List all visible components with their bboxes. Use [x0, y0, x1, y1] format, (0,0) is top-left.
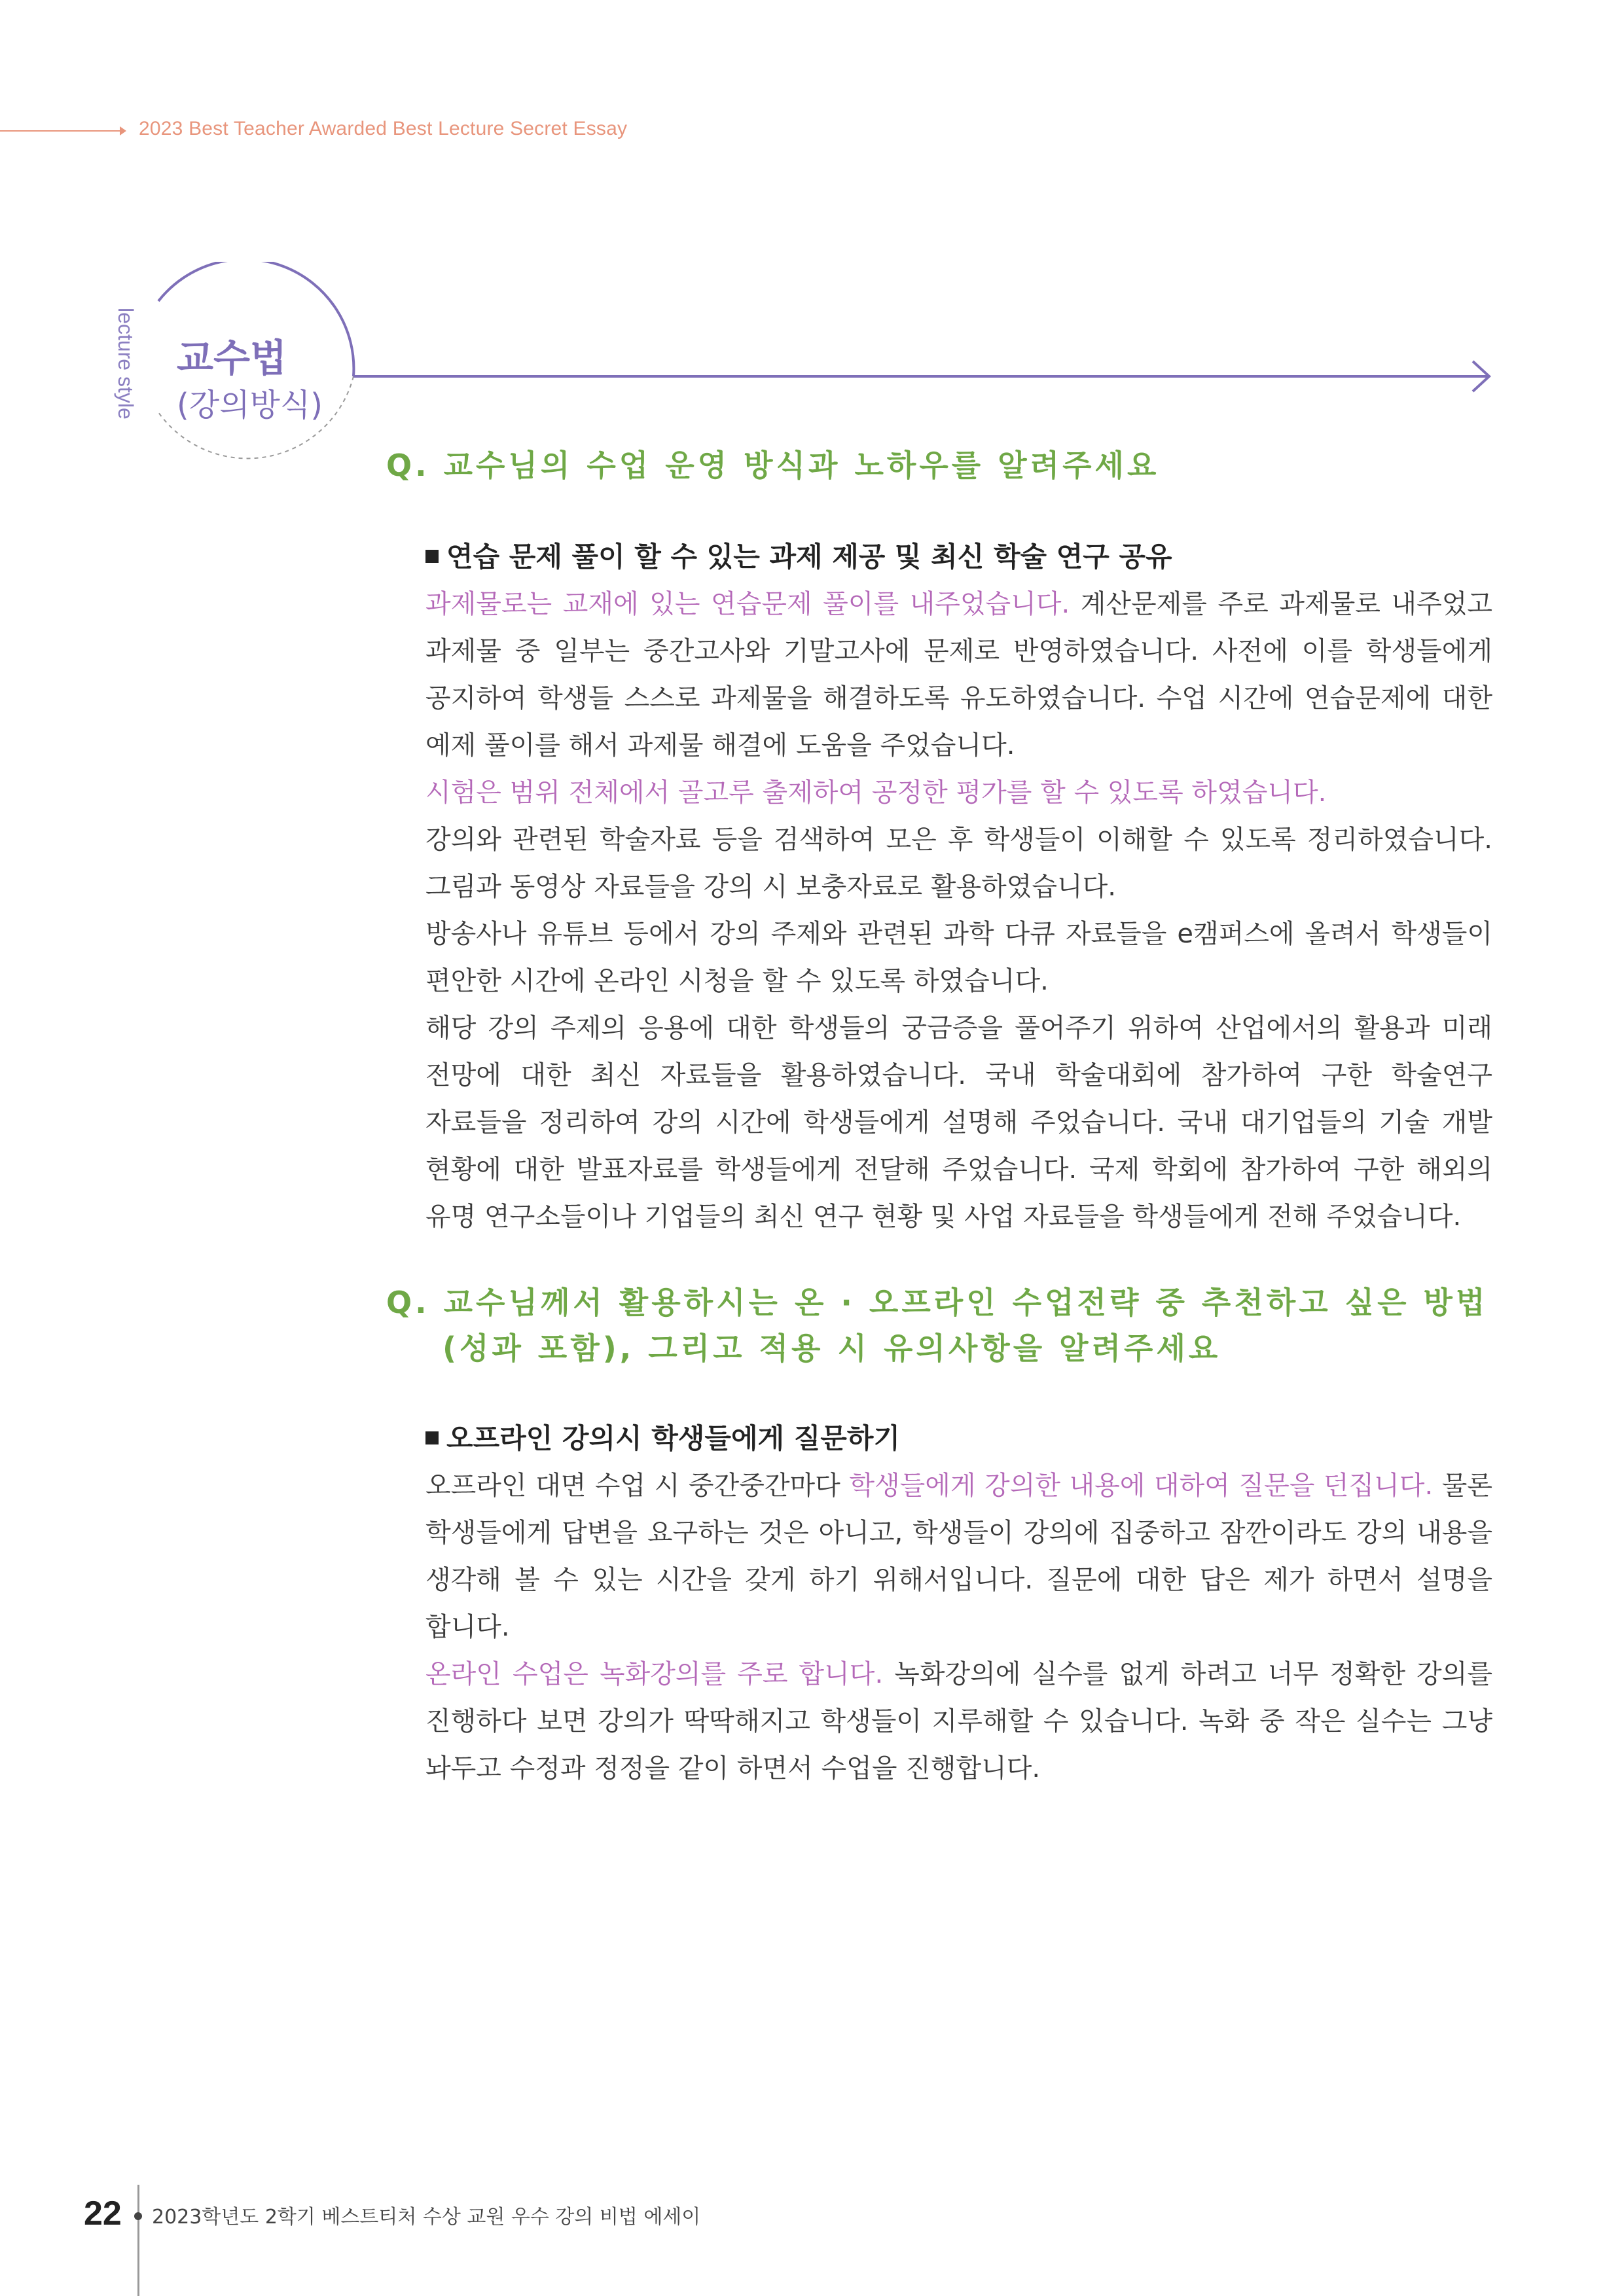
footer-bullet-icon	[134, 2212, 142, 2220]
header-rule	[0, 130, 122, 132]
header-arrow-icon	[120, 126, 126, 135]
footer-title: 2023학년도 2학기 베스트티처 수상 교원 우수 강의 비법 에세이	[152, 2206, 701, 2229]
answer-2-subhead: 오프라인 강의시 학생들에게 질문하기	[425, 1415, 1492, 1462]
section-title: 교수법	[177, 336, 287, 380]
question-2-line-2: (성과 포함), 그리고 적용 시 유의사항을 알려주세요	[442, 1331, 1221, 1366]
answer-1-block	[425, 533, 1492, 1240]
square-bullet-icon	[425, 1431, 439, 1444]
square-bullet-icon	[425, 550, 439, 563]
page-number: 22	[84, 2195, 122, 2233]
answer-1-paragraph-3: 강의와 관련된 학술자료 등을 검색하여 모은 후 학생들이 이해할 수 있도록 정리하였습니다. 그림과 동영상 자료들을 강의 시 보충자료로 활용하였습니다.	[425, 825, 1492, 902]
answer-1-paragraph-2: 시험은 범위 전체에서 골고루 출제하여 공정한 평가를 할 수 있도록 하였습니다.	[425, 778, 1327, 808]
answer-2-block	[425, 1415, 1492, 1792]
question-2-line-1: Q. 교수님께서 활용하시는 온 · 오프라인 수업전략 중 추천하고 싶은 방법	[386, 1285, 1489, 1320]
answer-1-subhead: 연습 문제 풀이 할 수 있는 과제 제공 및 최신 학술 연구 공유	[425, 533, 1492, 581]
answer-2-paragraph-2: 온라인 수업은 녹화강의를 주로 합니다. 녹화강의에 실수를 없게 하려고 너무 정확한 강의를 진행하다 보면 강의가 딱딱해지고 학생들이 지루해할 수 있습니다. 녹화 중 작은 실수는 그냥 놔두고 수정과 정정을 같이 하면서 수업을 진행합니다.	[425, 1659, 1492, 1784]
answer-1-paragraph-1: 과제물로는 교재에 있는 연습문제 풀이를 내주었습니다. 계산문제를 주로 과제물로 내주었고 과제물 중 일부는 중간고사와 기말고사에 문제로 반영하였습니다. 사전에 이를 학생들에게 공지하여 학생들 스스로 과제물을 해결하도록 유도하였습니다. 수업 시간에 연습문제에 대한 예제 풀이를 해서 과제물 해결에 도움을 주었습니다.	[425, 589, 1492, 761]
answer-1-paragraph-5: 해당 강의 주제의 응용에 대한 학생들의 궁금증을 풀어주기 위하여 산업에서의 활용과 미래 전망에 대한 최신 자료들을 활용하였습니다. 국내 학술대회에 참가하여 구한 학술연구 자료들을 정리하여 강의 시간에 학생들에게 설명해 주었습니다. 국내 대기업들의 기술 개발 현황에 대한 발표자료를 학생들에게 전달해 주었습니다. 국제 학회에 참가하여 구한 해외의 유명 연구소들이나 기업들의 최신 연구 현황 및 사업 자료들을 학생들에게 전해 주었습니다.	[425, 1013, 1492, 1232]
answer-2-paragraph-1: 오프라인 대면 수업 시 중간중간마다 학생들에게 강의한 내용에 대하여 질문을 던집니다. 물론 학생들에게 답변을 요구하는 것은 아니고, 학생들이 강의에 집중하고 잠깐이라도 강의 내용을 생각해 볼 수 있는 시간을 갖게 하기 위해서입니다. 질문에 대한 답은 제가 하면서 설명을 합니다.	[425, 1471, 1492, 1642]
answer-1-paragraph-4: 방송사나 유튜브 등에서 강의 주제와 관련된 과학 다큐 자료들을 e캠퍼스에 올려서 학생들이 편안한 시간에 온라인 시청을 할 수 있도록 하였습니다.	[425, 919, 1492, 996]
section-subtitle: (강의방식)	[177, 387, 323, 423]
section-side-label: lecture style	[114, 308, 137, 420]
running-header: 2023 Best Teacher Awarded Best Lecture Secret Essay	[139, 118, 628, 139]
footer-rule	[137, 2185, 139, 2296]
question-1-heading: Q. 교수님의 수업 운영 방식과 노하우를 알려주세요	[386, 448, 1160, 483]
question-2-heading	[386, 1280, 1488, 1371]
